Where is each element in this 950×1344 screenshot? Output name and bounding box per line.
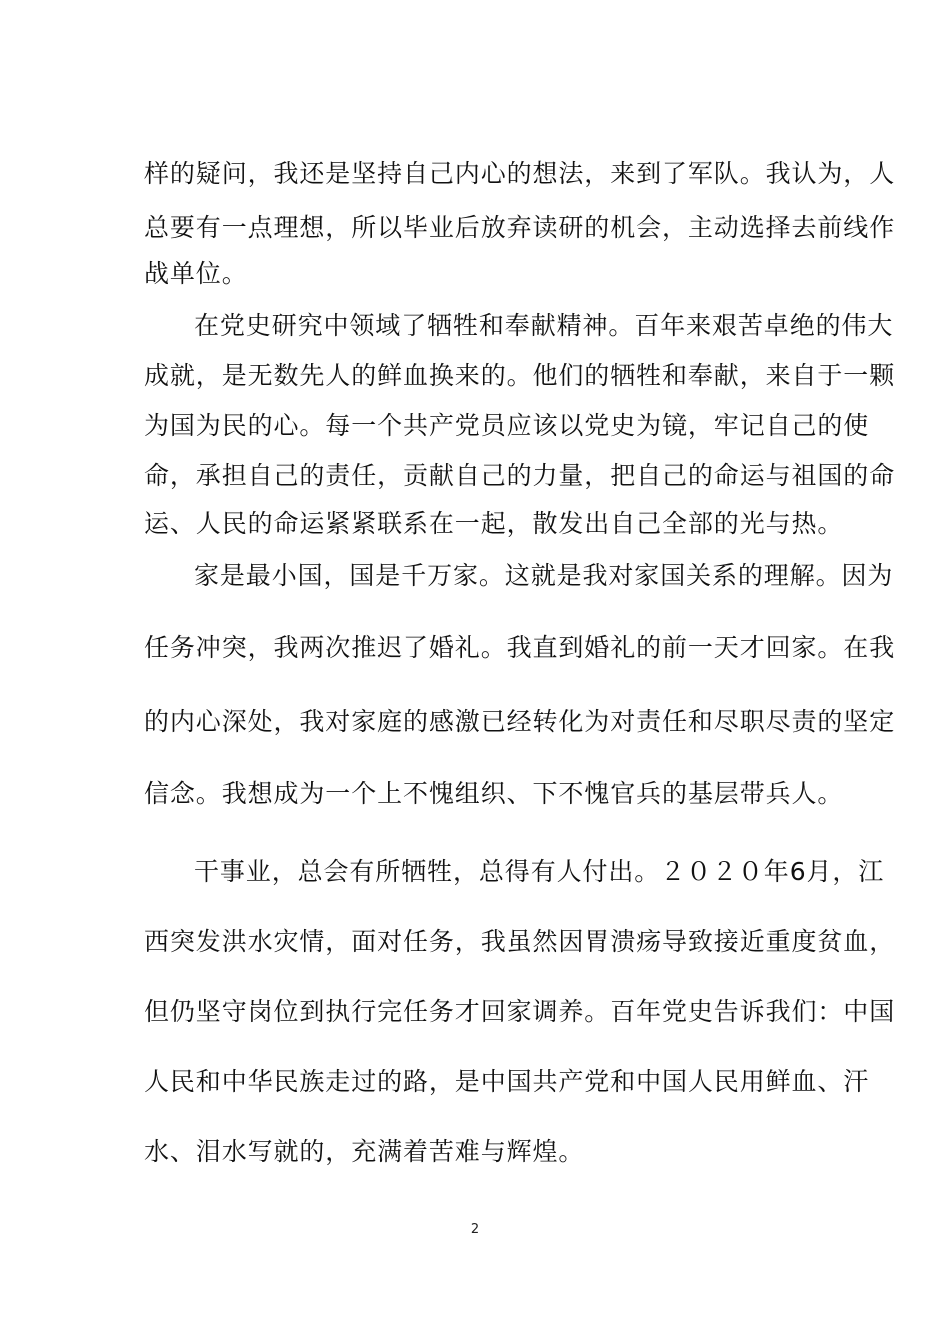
paragraph-3-line-3: 的内心深处，我对家庭的感激已经转化为对责任和尽职尽责的坚定 <box>144 707 896 736</box>
paragraph-2-line-1: 在党史研究中领域了牺牲和奉献精神。百年来艰苦卓绝的伟大 <box>194 311 894 340</box>
paragraph-2-line-2: 成就，是无数先人的鲜血换来的。他们的牺牲和奉献，来自于一颗 <box>144 361 896 390</box>
paragraph-2-line-5: 运、人民的命运紧紧联系在一起，散发出自己全部的光与热。 <box>144 509 844 538</box>
paragraph-1-line-2: 总要有一点理想，所以毕业后放弃读研的机会，主动选择去前线作 <box>144 213 896 242</box>
paragraph-3-line-2: 任务冲突，我两次推迟了婚礼。我直到婚礼的前一天才回家。在我 <box>144 633 896 662</box>
paragraph-2-line-3: 为国为民的心。每一个共产党员应该以党史为镜，牢记自己的使 <box>144 411 870 440</box>
paragraph-2-line-4: 命，承担自己的责任，贡献自己的力量，把自己的命运与祖国的命 <box>144 461 896 490</box>
paragraph-4-line-1: 干事业，总会有所牺牲，总得有人付出。２０２０年6月，江 <box>194 857 885 886</box>
paragraph-3-line-4: 信念。我想成为一个上不愧组织、下不愧官兵的基层带兵人。 <box>144 779 844 808</box>
paragraph-1-line-1: 样的疑问，我还是坚持自己内心的想法，来到了军队。我认为，人 <box>144 159 896 188</box>
paragraph-4-line-3: 但仍坚守岗位到执行完任务才回家调养。百年党史告诉我们：中国 <box>144 997 896 1026</box>
paragraph-4-line-2: 西突发洪水灾情，面对任务，我虽然因胃溃疡导致接近重度贫血， <box>144 927 896 956</box>
paragraph-4-line-4: 人民和中华民族走过的路，是中国共产党和中国人民用鲜血、汗 <box>144 1067 870 1096</box>
paragraph-1-line-3: 战单位。 <box>144 259 248 288</box>
paragraph-3-line-1: 家是最小国，国是千万家。这就是我对家国关系的理解。因为 <box>194 561 894 590</box>
page-number: 2 <box>470 1222 480 1237</box>
paragraph-4-line-5: 水、泪水写就的，充满着苦难与辉煌。 <box>144 1137 585 1166</box>
